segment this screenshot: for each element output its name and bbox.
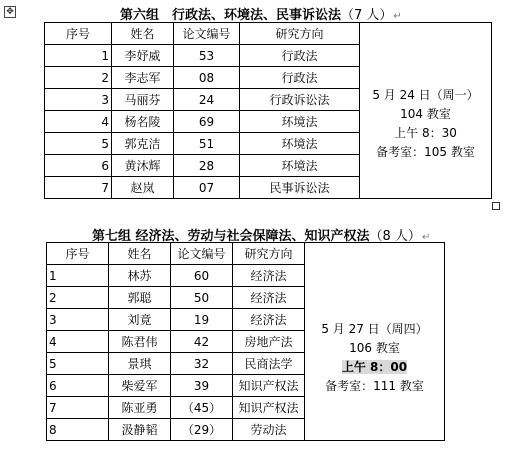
row-paper: 32 xyxy=(171,353,233,375)
row-no: 8 xyxy=(47,419,109,441)
row-paper: 53 xyxy=(174,45,240,67)
row-no: 3 xyxy=(47,309,109,331)
row-name: 李妤威 xyxy=(112,45,174,67)
exam-date: 5 月 24 日（周一） xyxy=(372,87,479,102)
row-no: 1 xyxy=(45,45,112,67)
exam-time: 上午 8：00 xyxy=(341,359,408,374)
backup-room: 备考室：105 教室 xyxy=(376,144,475,159)
row-paper: 60 xyxy=(171,265,233,287)
table-move-handle[interactable]: ✥ xyxy=(4,6,16,18)
row-direction: 环境法 xyxy=(240,133,360,155)
exam-date: 5 月 27 日（周四） xyxy=(321,321,428,336)
group-7-title: 第七组 经济法、劳动与社会保障法、知识产权法 xyxy=(92,229,370,244)
row-paper: 39 xyxy=(171,375,233,397)
row-name: 汲静韬 xyxy=(109,419,171,441)
row-direction: 劳动法 xyxy=(233,419,305,441)
row-direction: 环境法 xyxy=(240,111,360,133)
row-paper: 28 xyxy=(174,155,240,177)
header-cell: 序号 xyxy=(45,23,112,45)
row-no: 6 xyxy=(47,375,109,397)
group-7-table xyxy=(46,242,445,441)
row-paper: 07 xyxy=(174,177,240,199)
row-direction: 民商法学 xyxy=(233,353,305,375)
row-no: 1 xyxy=(47,265,109,287)
exam-time: 上午 8：30 xyxy=(394,125,457,140)
row-direction: 房地产法 xyxy=(233,331,305,353)
paragraph-mark: ↵ xyxy=(393,11,402,22)
row-direction: 知识产权法 xyxy=(233,397,305,419)
row-direction: 行政法 xyxy=(240,67,360,89)
row-no: 2 xyxy=(47,287,109,309)
row-no: 5 xyxy=(47,353,109,375)
row-name: 柴爱军 xyxy=(109,375,171,397)
row-name: 李志军 xyxy=(112,67,174,89)
row-name: 刘竟 xyxy=(109,309,171,331)
schedule-cell xyxy=(360,23,492,199)
header-cell: 序号 xyxy=(47,243,109,265)
row-direction: 行政法 xyxy=(240,45,360,67)
row-no: 5 xyxy=(45,133,112,155)
group-6-table xyxy=(44,22,492,199)
row-name: 陈君伟 xyxy=(109,331,171,353)
row-name: 黄沐辉 xyxy=(112,155,174,177)
group-6-count: （7 人） xyxy=(341,8,393,23)
row-paper: 24 xyxy=(174,89,240,111)
row-paper: 69 xyxy=(174,111,240,133)
exam-room: 104 教室 xyxy=(400,106,451,121)
backup-room: 备考室：111 教室 xyxy=(325,378,424,393)
row-direction: 经济法 xyxy=(233,287,305,309)
header-cell: 姓名 xyxy=(112,23,174,45)
row-name: 景琪 xyxy=(109,353,171,375)
row-paper: 50 xyxy=(171,287,233,309)
header-cell: 论文编号 xyxy=(171,243,233,265)
header-cell: 论文编号 xyxy=(174,23,240,45)
row-name: 郭聪 xyxy=(109,287,171,309)
row-paper: （29） xyxy=(171,419,233,441)
row-no: 7 xyxy=(47,397,109,419)
row-paper: 19 xyxy=(171,309,233,331)
table-header-row xyxy=(45,23,492,45)
paragraph-mark: ↵ xyxy=(421,232,431,243)
group-6-heading xyxy=(120,4,402,23)
row-no: 3 xyxy=(45,89,112,111)
row-no: 7 xyxy=(45,177,112,199)
schedule-cell xyxy=(305,243,445,441)
row-name: 林苏 xyxy=(109,265,171,287)
row-direction: 经济法 xyxy=(233,309,305,331)
exam-room: 106 教室 xyxy=(349,340,400,355)
row-paper: 08 xyxy=(174,67,240,89)
row-no: 2 xyxy=(45,67,112,89)
header-cell: 研究方向 xyxy=(233,243,305,265)
row-direction: 知识产权法 xyxy=(233,375,305,397)
row-name: 赵岚 xyxy=(112,177,174,199)
row-direction: 民事诉讼法 xyxy=(240,177,360,199)
row-name: 杨名陵 xyxy=(112,111,174,133)
table-header-row xyxy=(47,243,445,265)
group-6-title: 第六组 行政法、环境法、民事诉讼法 xyxy=(120,8,342,23)
row-direction: 行政诉讼法 xyxy=(240,89,360,111)
table-resize-handle[interactable] xyxy=(492,202,500,210)
row-no: 6 xyxy=(45,155,112,177)
row-paper: 51 xyxy=(174,133,240,155)
row-paper: （45） xyxy=(171,397,233,419)
row-no: 4 xyxy=(47,331,109,353)
header-cell: 姓名 xyxy=(109,243,171,265)
row-paper: 42 xyxy=(171,331,233,353)
header-cell: 研究方向 xyxy=(240,23,360,45)
row-name: 马丽芬 xyxy=(112,89,174,111)
row-no: 4 xyxy=(45,111,112,133)
group-7-count: （8 人） xyxy=(369,229,421,244)
row-direction: 环境法 xyxy=(240,155,360,177)
row-name: 陈亚勇 xyxy=(109,397,171,419)
row-name: 郭克洁 xyxy=(112,133,174,155)
row-direction: 经济法 xyxy=(233,265,305,287)
